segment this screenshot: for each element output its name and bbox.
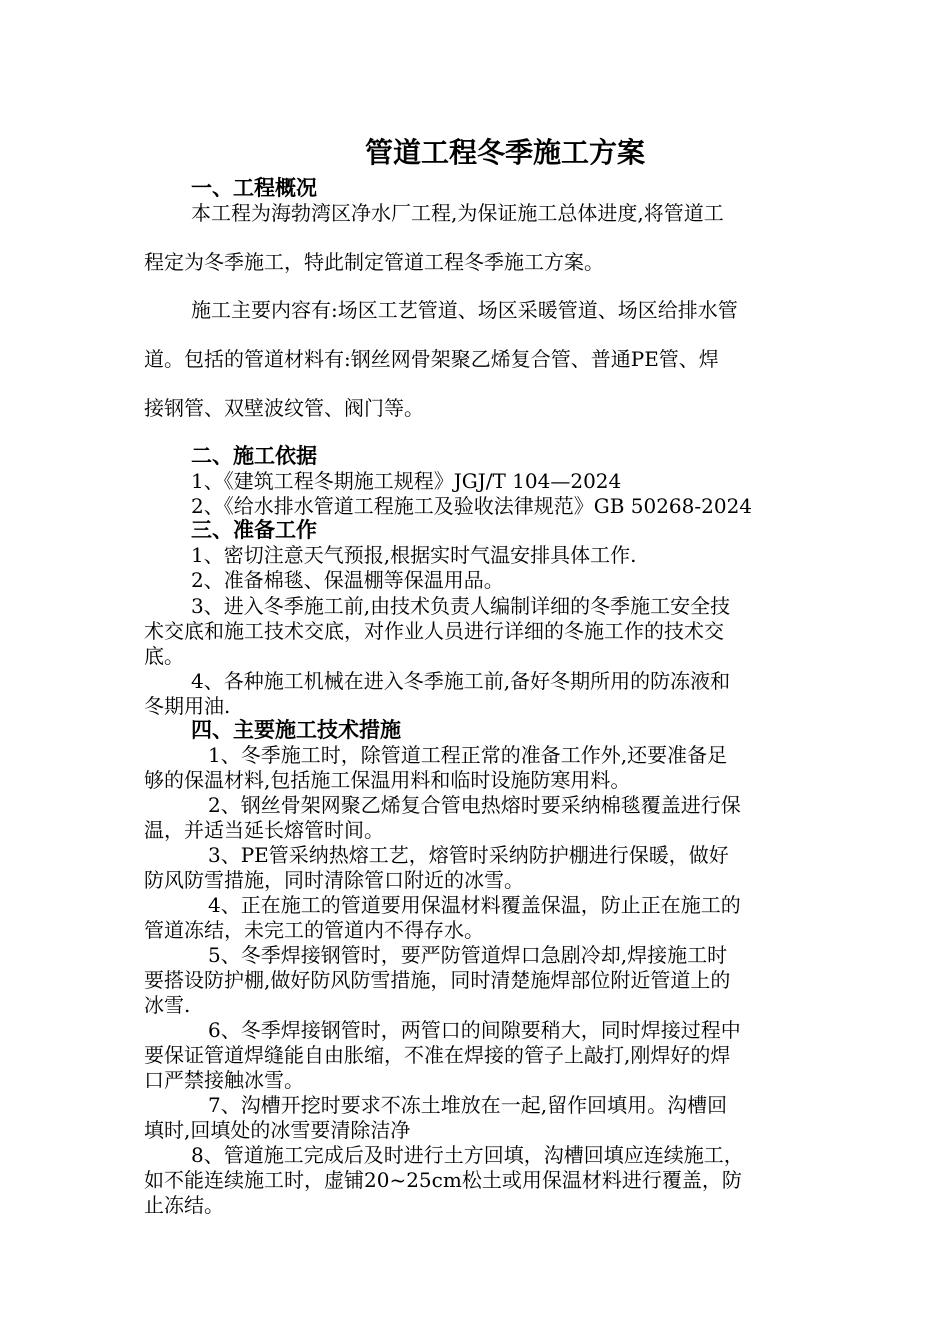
list-item: 2、《给水排水管道工程施工及验收法律规范》GB 50268-2024 bbox=[191, 494, 753, 518]
list-item: 3、PE管采纳热熔工艺，熔管时采纳防护棚进行保暖，做好 bbox=[208, 843, 729, 867]
list-item-continuation: 防风防雪措施，同时清除管口附近的冰雪。 bbox=[144, 868, 524, 892]
list-item-continuation: 止冻结。 bbox=[144, 1193, 224, 1217]
list-item-continuation: 要保证管道焊缝能自由胀缩，不准在焊接的管子上敲打,刚焊好的焊 bbox=[144, 1043, 731, 1067]
list-item: 6、冬季焊接钢管时，两管口的间隙要稍大，同时焊接过程中 bbox=[208, 1018, 741, 1042]
list-item-continuation: 冰雪. bbox=[144, 993, 191, 1017]
list-item: 1、《建筑工程冬期施工规程》JGJ/T 104—2024 bbox=[191, 469, 622, 493]
section-heading-measures: 四、主要施工技术措施 bbox=[191, 717, 401, 742]
list-item-continuation: 如不能连续施工时，虚铺20~25cm松土或用保温材料进行覆盖，防 bbox=[144, 1168, 742, 1192]
list-item: 8、管道施工完成后及时进行土方回填，沟槽回填应连续施工， bbox=[191, 1143, 744, 1167]
list-item-continuation: 填时,回填处的冰雪要清除洁净 bbox=[144, 1118, 411, 1142]
list-item-continuation: 底。 bbox=[144, 644, 184, 668]
paragraph-line: 道。包括的管道材料有:钢丝网骨架聚乙烯复合管、普通PE管、焊 bbox=[144, 347, 719, 371]
document-title: 管道工程冬季施工方案 bbox=[364, 136, 645, 169]
list-item: 1、密切注意天气预报,根据实时气温安排具体工作. bbox=[191, 543, 637, 567]
paragraph-line: 程定为冬季施工，特此制定管道工程冬季施工方案。 bbox=[144, 250, 604, 274]
list-item-continuation: 口严禁接触冰雪。 bbox=[144, 1068, 304, 1092]
list-item: 4、正在施工的管道要用保温材料覆盖保温，防止正在施工的 bbox=[208, 893, 741, 917]
list-item: 1、冬季施工时，除管道工程正常的准备工作外,还要准备足 bbox=[208, 743, 728, 767]
paragraph-line: 本工程为海勃湾区净水厂工程,为保证施工总体进度,将管道工 bbox=[191, 201, 724, 225]
list-item-continuation: 管道冻结，未完工的管道内不得存水。 bbox=[144, 918, 484, 942]
list-item: 2、准备棉毯、保温棚等保温用品。 bbox=[191, 568, 504, 592]
section-heading-preparation: 三、准备工作 bbox=[191, 517, 317, 542]
list-item-continuation: 温，并适当延长熔管时间。 bbox=[144, 818, 384, 842]
list-item: 5、冬季焊接钢管时，要严防管道焊口急剧冷却,焊接施工时 bbox=[208, 943, 728, 967]
paragraph-line: 接钢管、双壁波纹管、阀门等。 bbox=[144, 396, 424, 420]
list-item: 2、钢丝骨架网聚乙烯复合管电热熔时要采纳棉毯覆盖进行保 bbox=[208, 793, 741, 817]
list-item-continuation: 够的保温材料,包括施工保温用料和临时设施防寒用料。 bbox=[144, 768, 631, 792]
list-item-continuation: 要搭设防护棚,做好防风防雪措施，同时清楚施焊部位附近管道上的 bbox=[144, 968, 731, 992]
list-item: 7、沟槽开挖时要求不冻土堆放在一起,留作回填用。沟槽回 bbox=[208, 1093, 728, 1117]
paragraph-line: 施工主要内容有:场区工艺管道、场区采暖管道、场区给排水管 bbox=[191, 298, 738, 322]
section-heading-basis: 二、施工依据 bbox=[191, 443, 317, 468]
list-item-continuation: 冬期用油. bbox=[144, 694, 231, 718]
list-item: 4、各种施工机械在进入冬季施工前,备好冬期所用的防冻液和 bbox=[191, 669, 731, 693]
list-item: 3、进入冬季施工前,由技术负责人编制详细的冬季施工安全技 bbox=[191, 594, 731, 618]
list-item-continuation: 术交底和施工技术交底，对作业人员进行详细的冬施工作的技术交 bbox=[144, 619, 724, 643]
section-heading-overview: 一、工程概况 bbox=[191, 175, 317, 200]
